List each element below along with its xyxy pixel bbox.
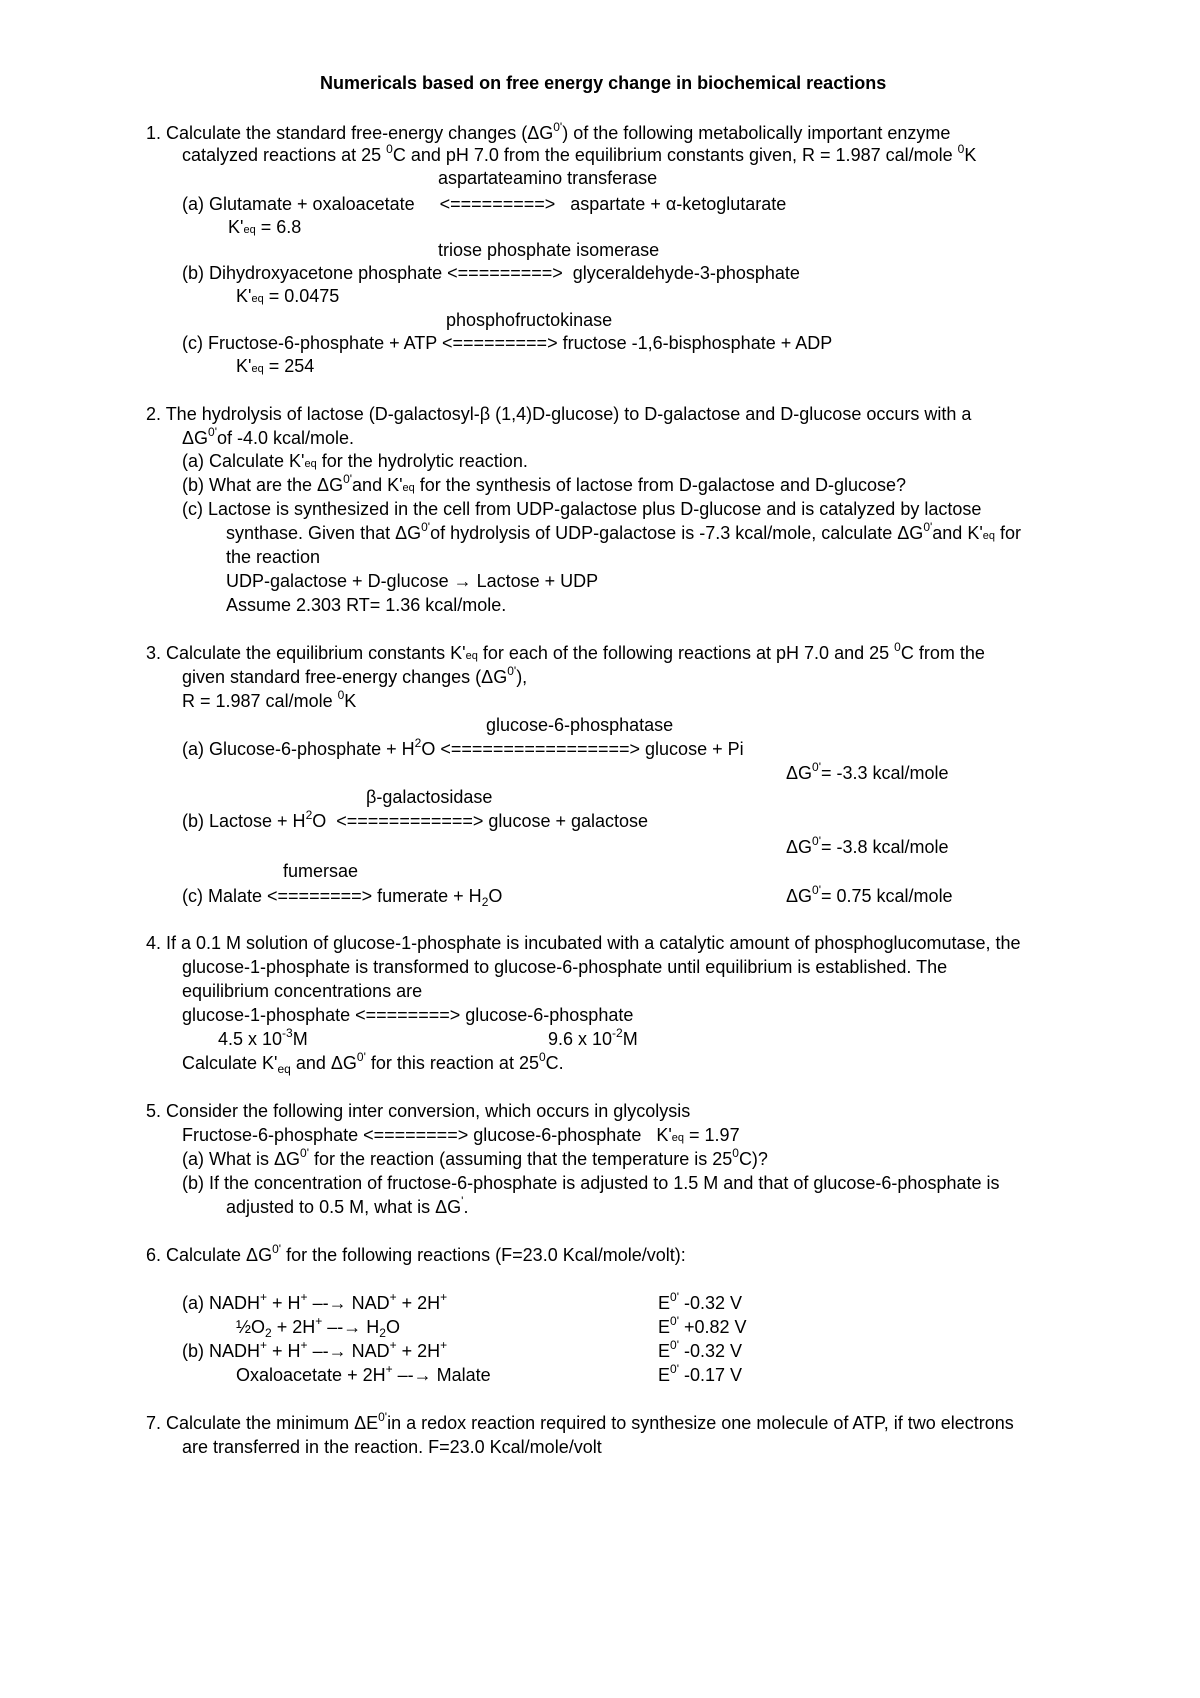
q1-keq-a: K'eq = 6.8 xyxy=(228,217,302,237)
q4-line-2: glucose-1-phosphate is transformed to glucose-6-phosphate until equilibrium is established. The xyxy=(182,957,948,977)
q5-part-a: (a) What is $\Delta G^{0'}$ for the reaction (assuming that the temperature is $25^0C$)? xyxy=(182,1146,768,1169)
q6-potential-3: $E^{0'}$ -0.32 V xyxy=(658,1338,743,1361)
q2-line-2: $\Delta G^{0'}of$ -4.0 kcal/mole. xyxy=(182,425,355,448)
q4-line-6: Calculate $K'_{eq}$ and $\Delta G^{0'}$ for this reaction at $25^0C$. xyxy=(182,1050,564,1076)
q2-part-c-reaction: UDP-galactose + D-glucose → Lactose + UDP xyxy=(226,571,599,591)
q6-potential-2: $E^{0'} +0.82$ V xyxy=(658,1314,747,1337)
q1-reaction-a: (a) Glutamate + oxaloacetate <=========> aspartate + α-ketoglutarate xyxy=(182,194,787,214)
q3-dg-b: $\Delta G^{0'}= -3.8$ kcal/mole xyxy=(786,834,949,857)
q3-reaction-c: (c) Malate <========> fumerate + $H_2O$ xyxy=(182,886,503,909)
q3-enzyme-c: fumersae xyxy=(283,861,359,881)
q4-reaction: glucose-1-phosphate <========> glucose-6-phosphate xyxy=(182,1005,634,1025)
q6-reaction-3: (b) NADH+ + H+ –-→ NAD+ + 2H+ xyxy=(182,1338,448,1361)
q1-reaction-c: (c) Fructose-6-phosphate + ATP <=========> fructose -1,6-bisphosphate + ADP xyxy=(182,333,833,353)
page-title: Numericals based on free energy change in biochemical reactions xyxy=(320,73,887,93)
q2-part-c-line-3: the reaction xyxy=(226,547,321,567)
q7-line-2: are transferred in the reaction. F=23.0 Kcal/mole/volt xyxy=(182,1437,602,1457)
q4-concentration-1: 4.5 x $10^{-3}M$ xyxy=(218,1026,308,1049)
q3-line-2: given standard free-energy changes $(\Delta G^{0'})$, xyxy=(182,664,528,687)
q7-line-1: 7. Calculate the minimum $\Delta E^{0'}in$ a redox reaction required to synthesize one molecule of ATP, if two electrons xyxy=(146,1410,1014,1433)
q1-line-1: 1. Calculate the standard free-energy changes $(\Delta G^{0'})$ of the following metabolically important enzyme xyxy=(146,120,951,143)
q6-reaction-1: (a) NADH+ + H+ –-→ NAD+ + 2H+ xyxy=(182,1290,448,1313)
q6-line-1: 6. Calculate $\Delta G^{0'}$ for the following reactions (F=23.0 Kcal/mole/volt): xyxy=(146,1242,686,1265)
q5-part-b-line-2: adjusted to 0.5 M, what is ΔG'. xyxy=(226,1194,469,1217)
q1-reaction-b: (b) Dihydroxyacetone phosphate <=========> glyceraldehyde-3-phosphate xyxy=(182,263,800,283)
q4-line-1: 4. If a 0.1 M solution of glucose-1-phosphate is incubated with a catalytic amount of phosphoglucomutase, the xyxy=(146,933,1021,953)
q1-keq-c: K'eq = 254 xyxy=(236,356,315,376)
q5-line-2: Fructose-6-phosphate <========> glucose-6-phosphate K'eq = 1.97 xyxy=(182,1125,740,1145)
q3-enzyme-b: β-galactosidase xyxy=(366,787,493,807)
q2-part-c-assumption: Assume 2.303 RT= 1.36 kcal/mole. xyxy=(226,595,507,615)
q4-line-3: equilibrium concentrations are xyxy=(182,981,423,1001)
q5-line-1: 5. Consider the following inter conversion, which occurs in glycolysis xyxy=(146,1101,691,1121)
q3-enzyme-a: glucose-6-phosphatase xyxy=(486,715,674,735)
q2-part-c-line-1: (c) Lactose is synthesized in the cell from UDP-galactose plus D-glucose and is catalyzed by lactose xyxy=(182,499,982,519)
q1-enzyme-a: aspartateamino transferase xyxy=(438,168,658,188)
q5-part-b-line-1: (b) If the concentration of fructose-6-phosphate is adjusted to 1.5 M and that of glucose-6-phosphate is xyxy=(182,1173,1000,1193)
q3-dg-c: $\Delta G^{0'}= 0.75$ kcal/mole xyxy=(786,883,953,906)
q4-concentration-2: 9.6 x $10^{-2}M$ xyxy=(548,1026,638,1049)
q6-reaction-2: $\frac{1}{2}O_2 + 2H^+$ –-→ $H_2O$ xyxy=(236,1314,400,1340)
q2-part-c-line-2: synthase. Given that $\Delta G^{0'}of$ hydrolysis of UDP-galactose is -7.3 kcal/mole, calculate $\Delta G^{0'}and$ K'eq for xyxy=(226,520,1022,543)
q3-reaction-b: (b) Lactose + $H^2O$ <============> glucose + galactose xyxy=(182,808,649,831)
q1-enzyme-c: phosphofructokinase xyxy=(446,310,613,330)
q1-line-2: catalyzed reactions at 25 $^0$C and pH 7.0 from the equilibrium constants given, R = 1.987 cal/mole $^0$K xyxy=(182,142,977,165)
q3-reaction-a: (a) Glucose-6-phosphate + $H^2O$ <=================> glucose + Pi xyxy=(182,736,744,759)
q3-line-1: 3. Calculate the equilibrium constants K'eq for each of the following reactions at pH 7.0 and 25 $^0$C from the xyxy=(146,640,985,663)
q6-potential-1: $E^{0'}$ -0.32 V xyxy=(658,1290,743,1313)
q2-part-a: (a) Calculate K'eq for the hydrolytic reaction. xyxy=(182,451,528,471)
q6-potential-4: $E^{0'}$ -0.17 V xyxy=(658,1362,743,1385)
q1-keq-b: K'eq = 0.0475 xyxy=(236,286,340,306)
q3-line-3: R = 1.987 cal/mole $^0$K xyxy=(182,688,357,711)
q2-line-1: 2. The hydrolysis of lactose (D-galactosyl-β (1,4)D-glucose) to D-galactose and D-glucose occurs with a xyxy=(146,404,972,424)
q3-dg-a: $\Delta G^{0'}= -3.3$ kcal/mole xyxy=(786,760,949,783)
q2-part-b: (b) What are the $\Delta G^{0'}and$ K'eq for the synthesis of lactose from D-galactose and D-glucose? xyxy=(182,472,907,495)
q1-enzyme-b: triose phosphate isomerase xyxy=(438,240,660,260)
q6-reaction-4: Oxaloacetate + 2H+ –-→ Malate xyxy=(236,1362,491,1385)
